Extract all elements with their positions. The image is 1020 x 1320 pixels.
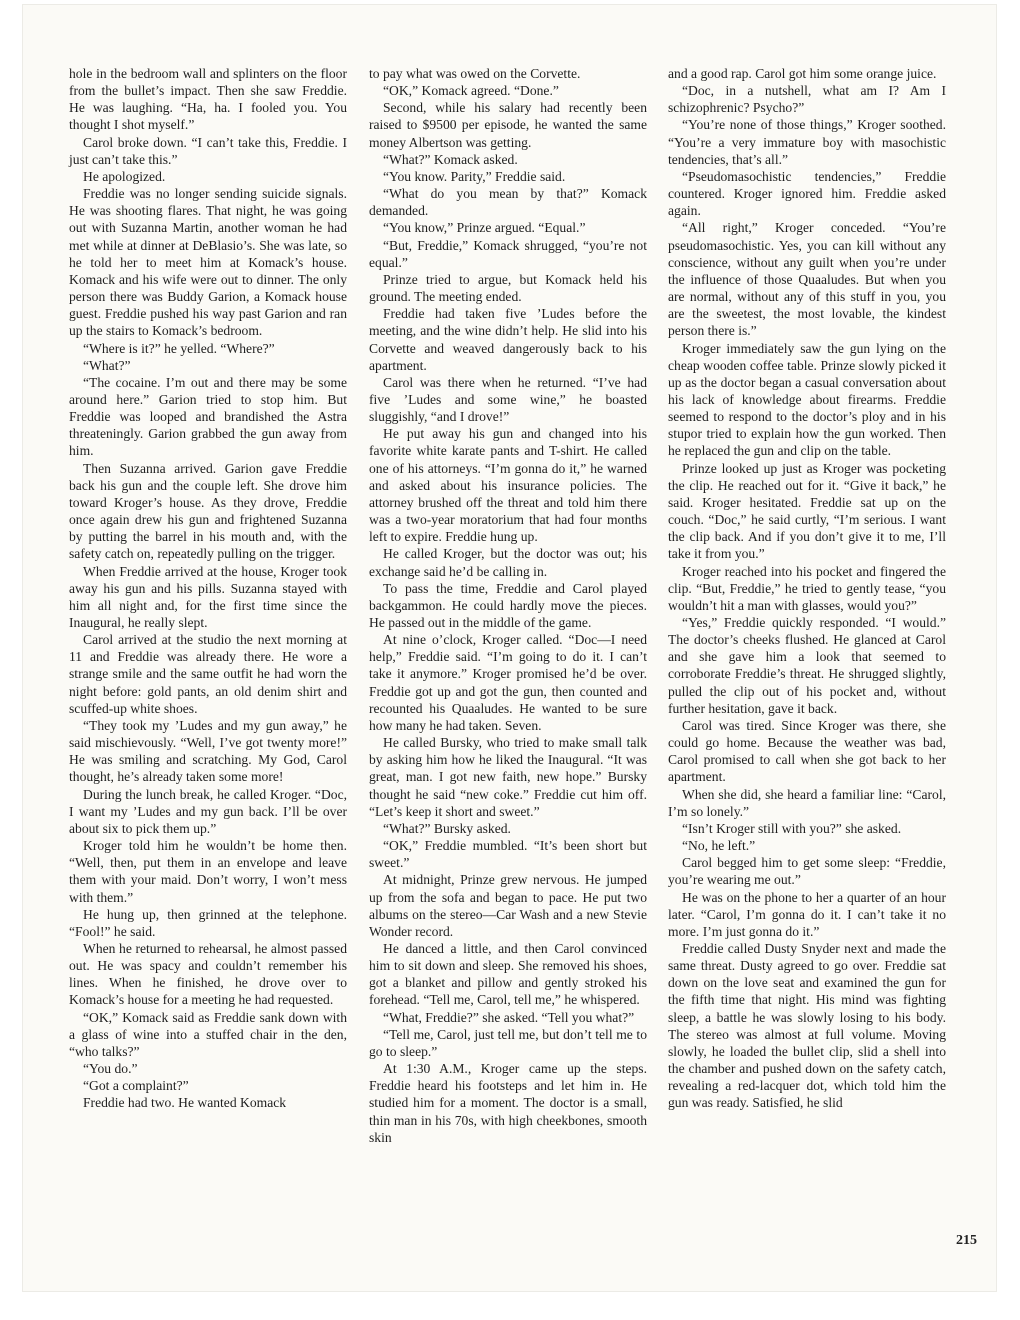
- text-column-3: [668, 65, 946, 1112]
- paragraph: Carol was there when he returned. “I’ve had five ’Ludes and some wine,” he boasted sluggishly, “and I drove!”: [369, 374, 647, 425]
- text-column-1: [69, 65, 347, 1112]
- paragraph: hole in the bedroom wall and splinters on the floor from the bullet’s impact. Then she saw Freddie. He was laughing. “Ha, ha. I fooled you. You thought I shot myself.”: [69, 66, 347, 133]
- paragraph: He called Bursky, who tried to make small talk by asking him how he liked the Inaugural. “It was great, man. I got new faith, new hope.” Bursky thought he said “new coke.” Freddie cut him off. “Let’s keep it short and sweet.”: [369, 735, 647, 819]
- paragraph: Kroger told him he wouldn’t be home then. “Well, then, put them in an envelope and leave them with your maid. Don’t worry, I won’t mess with them.”: [69, 838, 347, 905]
- paragraph: “What?” Bursky asked.: [383, 820, 511, 836]
- paragraph: “What?”: [83, 357, 131, 373]
- paragraph: Kroger reached into his pocket and fingered the clip. “But, Freddie,” he tried to gently tease, “you wouldn’t hit a man with glasses, would you?”: [668, 563, 946, 613]
- paragraph: When Freddie arrived at the house, Kroger took away his gun and his pills. Suzanna stayed with him all night and, for the first time since the Inaugural, he really slept.: [69, 563, 347, 630]
- paragraph: Freddie called Dusty Snyder next and made the same threat. Dusty agreed to go over. Freddie sat down on the love seat and examined the gun for the fifth time that night. His mind was fighting sleep, a battle he was slowly losing to his body. The stereo was almost at full volume. Moving slowly, he loaded the bullet clip, slid a shell into the chamber and pushed down on the safety catch, revealing a red-lacquer dot, which told him the gun was ready. Satisfied, he slid: [668, 940, 946, 1111]
- paragraph: He danced a little, and then Carol convinced him to sit down and sleep. She removed his shoes, got a blanket and pillow and gently stroked his forehead. “Tell me, Carol, tell me,” he whispered.: [369, 940, 647, 1008]
- paragraph: He apologized.: [83, 168, 166, 184]
- paragraph: “Doc, in a nutshell, what am I? Am I schizophrenic? Psycho?”: [668, 83, 946, 116]
- paragraph: “OK,” Komack said as Freddie sank down with a glass of wine into a stuffed chair in the den, “who talks?”: [69, 1009, 347, 1059]
- paragraph: Prinze looked up just as Kroger was pocketing the clip. He reached out for it. “Give it back,” he said. Kroger hesitated. Freddie sat up on the couch. “Doc,” he said curtly, “I’m serious. I want the clip back. And if you don’t give it to me, I’ll take it from you.”: [668, 460, 946, 562]
- paragraph: “Got a complaint?”: [83, 1078, 189, 1094]
- paragraph: Carol arrived at the studio the next morning at 11 and Freddie was already there. He wore a strange smile and the same outfit he had worn the night before: gold pants, an old denim shirt and scuffed-up white shoes.: [69, 632, 347, 716]
- paragraph: “The cocaine. I’m out and there may be some around here.” Garion tried to stop him. But Freddie was looped and brandished the Astra threateningly. Garion grabbed the gun away from him.: [69, 374, 347, 459]
- paragraph: Prinze tried to argue, but Komack held his ground. The meeting ended.: [369, 271, 647, 305]
- paragraph: “You know,” Prinze argued. “Equal.”: [383, 220, 586, 236]
- paragraph: He called Kroger, but the doctor was out; his exchange said he’d be calling in.: [369, 546, 647, 579]
- paragraph: Freddie had two. He wanted Komack: [83, 1095, 287, 1111]
- paragraph: “What, Freddie?” she asked. “Tell you what?”: [383, 1009, 635, 1025]
- paragraph: He put away his gun and changed into his favorite white karate pants and T-shirt. He called one of his attorneys. “I’m gonna do it,” he warned and asked about his insurance policies. The attorney brushed off the threat and told him there was a two-year moratorium that had four months left to expire. Freddie hung up.: [369, 426, 647, 545]
- paragraph: Carol broke down. “I can’t take this, Freddie. I just can’t take this.”: [69, 134, 347, 167]
- paragraph: “All right,” Kroger conceded. “You’re pseudomasochistic. Yes, you can kill without any conscience, without any guilt when you’re under the influence of those Quaaludes. But when you are normal, without any of this stuff in you, you are the sweetest, the most lovable, the kindest person there is.”: [668, 220, 946, 339]
- page-number: 215: [956, 1233, 977, 1248]
- paragraph: “You’re none of those things,” Kroger soothed. “You’re a very immature boy with masochistic tendencies, that’s all.”: [668, 117, 946, 167]
- paragraph: “Isn’t Kroger still with you?” she asked.: [682, 820, 902, 836]
- paragraph: Then Suzanna arrived. Garion gave Freddie back his gun and the couple left. She drove him toward Kroger’s house. As they drove, Freddie once again drew his gun and frightened Suzanna by putting the barrel in his mouth and, with the safety catch on, repeatedly pulling on the trigger.: [69, 460, 347, 562]
- paragraph: Carol was tired. Since Kroger was there, she could go home. Because the weather was bad, Carol promised to call when she got back to her apartment.: [668, 717, 946, 785]
- paragraph: to pay what was owed on the Corvette.: [369, 66, 581, 81]
- paragraph: “OK,” Freddie mumbled. “It’s been short but sweet.”: [369, 838, 647, 871]
- paragraph: At midnight, Prinze grew nervous. He jumped up from the sofa and began to pace. He put two albums on the stereo—Car Wash and a new Stevie Wonder record.: [369, 872, 647, 939]
- paragraph: and a good rap. Carol got him some orange juice.: [668, 66, 937, 81]
- paragraph: Second, while his salary had recently been raised to $9500 per episode, he wanted the same money Albertson was getting.: [369, 100, 647, 150]
- paragraph: “Where is it?” he yelled. “Where?”: [83, 340, 275, 356]
- paragraph: When he returned to rehearsal, he almost passed out. He was spacy and couldn’t remember his lines. When he finished, he drove over to Komack’s house for a meeting he had requested.: [69, 940, 347, 1008]
- paragraph: At 1:30 A.M., Kroger came up the steps. Freddie heard his footsteps and let him in. He studied him for a moment. The doctor is a small, thin man in his 70s, with high cheekbones, smooth skin: [369, 1061, 647, 1145]
- paragraph: He hung up, then grinned at the telephone. “Fool!” he said.: [69, 906, 347, 939]
- paragraph: “Pseudomasochistic tendencies,” Freddie countered. Kroger ignored him. Freddie asked again.: [668, 168, 946, 219]
- paragraph: Kroger immediately saw the gun lying on the cheap wooden coffee table. Prinze slowly picked it up as the doctor began a casual conversation about his lack of knowledge about firearms. Freddie seemed to respond to the doctor’s ploy and in his stupor tried to explain how the gun worked. Then he replaced the gun and clip on the table.: [668, 340, 946, 459]
- paragraph: “What?” Komack asked.: [383, 151, 518, 167]
- paragraph: Freddie had taken five ’Ludes before the meeting, and the wine didn’t help. He slid into his Corvette and weaved dangerously back to his apartment.: [369, 306, 647, 373]
- paragraph: “You do.”: [83, 1061, 138, 1077]
- paragraph: Carol begged him to get some sleep: “Freddie, you’re wearing me out.”: [668, 855, 946, 888]
- paragraph: “OK,” Komack agreed. “Done.”: [383, 83, 559, 99]
- paragraph: When she did, she heard a familiar line: “Carol, I’m so lonely.”: [668, 786, 946, 819]
- paragraph: “You know. Parity,” Freddie said.: [383, 168, 566, 184]
- paragraph: At nine o’clock, Kroger called. “Doc—I need help,” Freddie said. “I’m going to do it. I can’t take it anymore.” Kroger promised he’d be over. Freddie got up and got the gun, then counted and recounted his Quaaludes. He wanted to be sure how many he had taken. Seven.: [369, 632, 647, 733]
- magazine-page: [22, 4, 997, 1292]
- text-column-2: [369, 65, 647, 1146]
- paragraph: “Yes,” Freddie quickly responded. “I would.” The doctor’s cheeks flushed. He glanced at Carol and she gave him a look that seemed to corroborate Freddie’s threat. He shrugged slightly, pulled the clip out of his pocket and, without further hesitation, gave it back.: [668, 615, 946, 716]
- paragraph: To pass the time, Freddie and Carol played backgammon. He could hardly move the pieces. He passed out in the middle of the game.: [369, 580, 647, 630]
- paragraph: “What do you mean by that?” Komack demanded.: [369, 186, 647, 219]
- paragraph: “They took my ’Ludes and my gun away,” he said mischievously. “Well, I’ve got twenty more!” He was smiling and scratching. My God, Carol thought, he’s already taken some more!: [69, 717, 347, 785]
- paragraph: “Tell me, Carol, just tell me, but don’t tell me to go to sleep.”: [369, 1026, 647, 1059]
- paragraph: He was on the phone to her a quarter of an hour later. “Carol, I’m gonna do it. I can’t take it no more. I’m just gonna do it.”: [668, 889, 946, 939]
- paragraph: “No, he left.”: [682, 838, 756, 854]
- paragraph: During the lunch break, he called Kroger. “Doc, I want my ’Ludes and my gun back. I’ll be over about six to pick them up.”: [69, 786, 347, 836]
- paragraph: “But, Freddie,” Komack shrugged, “you’re not equal.”: [369, 237, 647, 270]
- paragraph: Freddie was no longer sending suicide signals. He was shooting flares. That night, he was going out with Suzanna Martin, another woman he had met while at dinner at DeBlasio’s. She was late, so he told her to meet him at Komack’s house. Komack and his wife were out to dinner. The only person there was Buddy Garion, a Komack house guest. Freddie pushed his way past Garion and ran up the stairs to Komack’s bedroom.: [69, 186, 347, 339]
